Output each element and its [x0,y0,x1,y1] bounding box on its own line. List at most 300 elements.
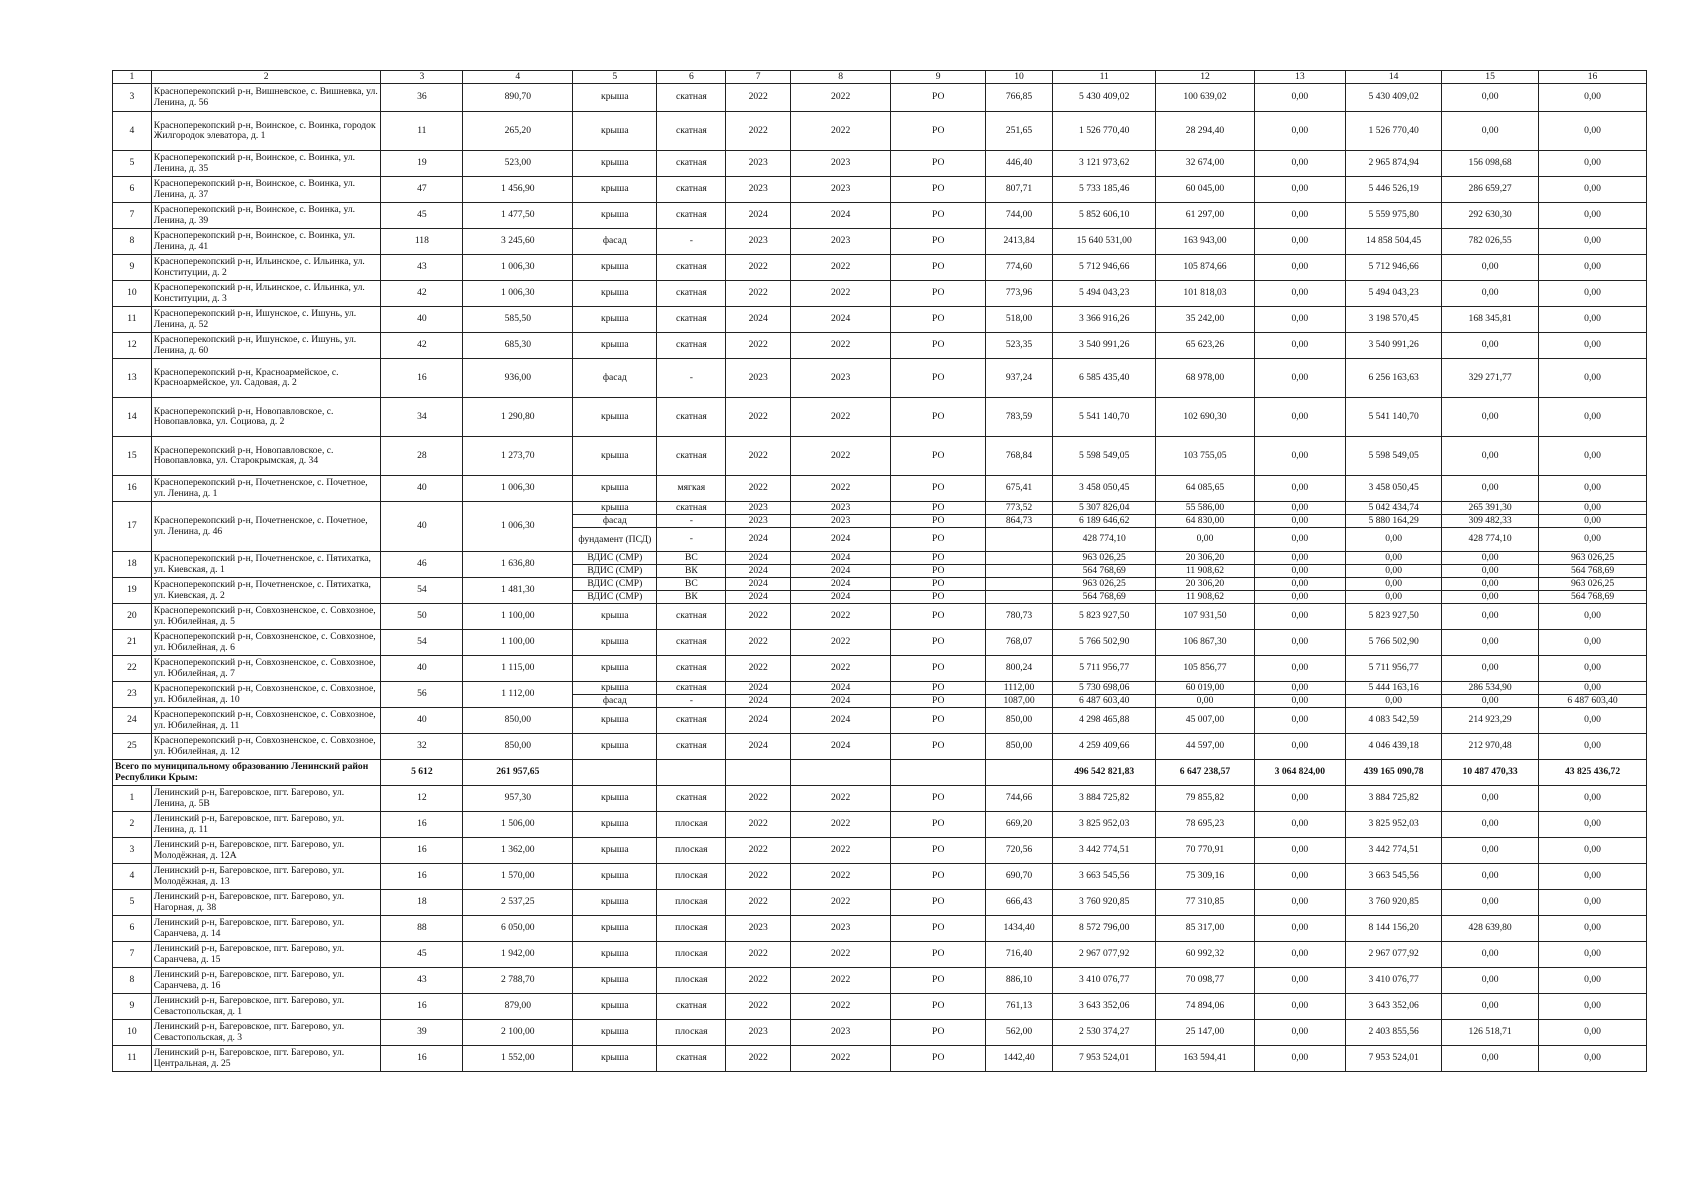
row-number-cell: 4 [113,864,152,890]
cost-b-cell: 0,00 [1254,177,1346,203]
table-row [113,255,1647,281]
area-cell: 716,40 [986,942,1053,968]
year-start-cell: 2023 [726,515,791,528]
cost-d-cell: 0,00 [1442,565,1539,578]
total-area-cell: 2 100,00 [463,1020,573,1046]
cost-a-cell: 79 855,82 [1156,786,1254,812]
roof-type-cell: плоская [657,916,726,942]
year-start-cell: 2022 [726,786,791,812]
total-cost-cell: 5 730 698,06 [1052,682,1155,695]
row-number-cell: 12 [113,333,152,359]
cost-c-cell: 0,00 [1346,578,1442,591]
area-cell: 2413,84 [986,229,1053,255]
cost-b-cell: 0,00 [1254,437,1346,476]
cost-a-cell: 60 992,32 [1156,942,1254,968]
address-cell: Красноперекопский р-н, Воинское, с. Воинка, ул. Ленина, д. 39 [151,203,381,229]
year-end-cell: 2023 [791,359,891,398]
total-cost-cell: 3 643 352,06 [1052,994,1155,1020]
funding-cell: РО [891,552,986,565]
work-type-cell: фундамент (ПСД) [573,528,657,552]
cost-c-cell: 3 540 991,26 [1346,333,1442,359]
cost-a-cell: 0,00 [1156,528,1254,552]
cost-e-cell: 0,00 [1539,528,1647,552]
total-cost-cell: 3 121 973,62 [1052,151,1155,177]
cost-b-cell: 0,00 [1254,203,1346,229]
cost-c-cell: 6 256 163,63 [1346,359,1442,398]
work-type-cell: крыша [573,786,657,812]
roof-type-cell: скатная [657,994,726,1020]
cost-b-cell: 0,00 [1254,695,1346,708]
address-cell: Красноперекопский р-н, Ишунское, с. Ишунь, ул. Ленина, д. 60 [151,333,381,359]
header-cell: 10 [986,71,1053,84]
total-cost-cell: 4 259 409,66 [1052,734,1155,760]
cost-e-cell: 0,00 [1539,151,1647,177]
funding-cell: РО [891,994,986,1020]
apartment-count-cell: 16 [381,359,463,398]
total-area-cell: 6 050,00 [463,916,573,942]
row-number-cell: 20 [113,604,152,630]
cost-c-cell: 3 825 952,03 [1346,812,1442,838]
total-area-cell: 1 942,00 [463,942,573,968]
cost-b-cell: 0,00 [1254,359,1346,398]
area-cell: 768,07 [986,630,1053,656]
cost-d-cell: 0,00 [1442,604,1539,630]
year-end-cell: 2024 [791,578,891,591]
area-cell: 720,56 [986,838,1053,864]
table-body [113,71,1647,1072]
table-row [113,786,1647,812]
row-number-cell: 11 [113,307,152,333]
cost-b-cell: 0,00 [1254,151,1346,177]
work-type-cell: крыша [573,1020,657,1046]
total-area-cell: 1 100,00 [463,604,573,630]
table-row [113,1046,1647,1072]
roof-type-cell: - [657,528,726,552]
header-cell: 6 [657,71,726,84]
year-start-cell: 2023 [726,916,791,942]
total-row [113,760,1647,786]
apartment-count-cell: 54 [381,630,463,656]
year-end-cell [791,760,891,786]
roof-type-cell: - [657,515,726,528]
funding-cell: РО [891,84,986,112]
apartment-count-cell: 45 [381,942,463,968]
cost-d-cell: 0,00 [1442,255,1539,281]
roof-type-cell: скатная [657,112,726,151]
work-type-cell: крыша [573,942,657,968]
total-area-cell: 261 957,65 [463,760,573,786]
cost-d-cell: 0,00 [1442,84,1539,112]
year-start-cell: 2022 [726,1046,791,1072]
row-number-cell: 19 [113,578,152,604]
year-start-cell: 2022 [726,890,791,916]
table-row [113,112,1647,151]
year-end-cell: 2024 [791,695,891,708]
cost-a-cell: 68 978,00 [1156,359,1254,398]
apartment-count-cell: 5 612 [381,760,463,786]
total-area-cell: 957,30 [463,786,573,812]
work-type-cell: ВДИС (СМР) [573,552,657,565]
work-type-cell: крыша [573,838,657,864]
cost-a-cell: 20 306,20 [1156,578,1254,591]
total-area-cell: 1 570,00 [463,864,573,890]
total-cost-cell: 3 884 725,82 [1052,786,1155,812]
total-cost-cell: 5 307 826,04 [1052,502,1155,515]
year-start-cell: 2022 [726,281,791,307]
funding-cell: РО [891,112,986,151]
cost-a-cell: 64 830,00 [1156,515,1254,528]
roof-type-cell: скатная [657,604,726,630]
repair-schedule-table [112,70,1647,1072]
address-cell: Ленинский р-н, Багеровское, пгт. Багерово, ул. Нагорная, д. 38 [151,890,381,916]
year-start-cell: 2022 [726,994,791,1020]
row-number-cell: 18 [113,552,152,578]
funding-cell: РО [891,437,986,476]
year-end-cell: 2023 [791,151,891,177]
year-end-cell: 2022 [791,942,891,968]
cost-c-cell: 3 643 352,06 [1346,994,1442,1020]
total-area-cell: 1 100,00 [463,630,573,656]
cost-b-cell: 0,00 [1254,398,1346,437]
year-start-cell: 2022 [726,630,791,656]
row-number-cell: 10 [113,281,152,307]
cost-c-cell: 4 083 542,59 [1346,708,1442,734]
row-number-cell: 7 [113,942,152,968]
area-cell: 251,65 [986,112,1053,151]
total-area-cell: 1 481,30 [463,578,573,604]
roof-type-cell: плоская [657,812,726,838]
roof-type-cell: скатная [657,84,726,112]
cost-a-cell: 65 623,26 [1156,333,1254,359]
cost-e-cell: 6 487 603,40 [1539,695,1647,708]
cost-e-cell: 0,00 [1539,994,1647,1020]
funding-cell: РО [891,565,986,578]
year-end-cell: 2023 [791,502,891,515]
cost-c-cell: 4 046 439,18 [1346,734,1442,760]
work-type-cell: крыша [573,812,657,838]
cost-d-cell: 0,00 [1442,630,1539,656]
cost-a-cell: 101 818,03 [1156,281,1254,307]
roof-type-cell [657,760,726,786]
total-area-cell: 685,30 [463,333,573,359]
cost-c-cell: 439 165 090,78 [1346,760,1442,786]
header-cell: 1 [113,71,152,84]
header-cell: 13 [1254,71,1346,84]
work-type-cell: ВДИС (СМР) [573,578,657,591]
cost-a-cell: 102 690,30 [1156,398,1254,437]
funding-cell: РО [891,864,986,890]
work-type-cell: крыша [573,437,657,476]
cost-a-cell: 106 867,30 [1156,630,1254,656]
table-row [113,708,1647,734]
total-cost-cell: 8 572 796,00 [1052,916,1155,942]
work-type-cell: фасад [573,229,657,255]
address-cell: Красноперекопский р-н, Вишневское, с. Вишневка, ул. Ленина, д. 56 [151,84,381,112]
cost-d-cell: 0,00 [1442,398,1539,437]
funding-cell: РО [891,916,986,942]
table-row [113,84,1647,112]
apartment-count-cell: 47 [381,177,463,203]
total-area-cell: 1 636,80 [463,552,573,578]
address-cell: Красноперекопский р-н, Новопавловское, с. Новопавловка, ул. Социова, д. 2 [151,398,381,437]
funding-cell: РО [891,630,986,656]
address-cell: Ленинский р-н, Багеровское, пгт. Багерово, ул. Молодёжная, д. 12А [151,838,381,864]
year-end-cell: 2022 [791,656,891,682]
cost-e-cell: 0,00 [1539,942,1647,968]
total-area-cell: 1 006,30 [463,502,573,552]
cost-a-cell: 60 045,00 [1156,177,1254,203]
apartment-count-cell: 32 [381,734,463,760]
row-number-cell: 17 [113,502,152,552]
roof-type-cell: скатная [657,281,726,307]
apartment-count-cell: 43 [381,255,463,281]
year-end-cell: 2023 [791,916,891,942]
cost-b-cell: 0,00 [1254,734,1346,760]
header-cell: 2 [151,71,381,84]
total-cost-cell: 2 530 374,27 [1052,1020,1155,1046]
total-area-cell: 585,50 [463,307,573,333]
total-cost-cell: 3 458 050,45 [1052,476,1155,502]
work-type-cell: крыша [573,398,657,437]
work-type-cell: крыша [573,307,657,333]
cost-a-cell: 61 297,00 [1156,203,1254,229]
cost-c-cell: 0,00 [1346,695,1442,708]
year-start-cell: 2022 [726,476,791,502]
row-number-cell: 23 [113,682,152,708]
total-cost-cell: 564 768,69 [1052,591,1155,604]
apartment-count-cell: 16 [381,838,463,864]
cost-d-cell: 0,00 [1442,695,1539,708]
funding-cell: РО [891,656,986,682]
year-start-cell: 2024 [726,203,791,229]
total-cost-cell: 3 410 076,77 [1052,968,1155,994]
table-row [113,890,1647,916]
work-type-cell: крыша [573,84,657,112]
year-end-cell: 2022 [791,281,891,307]
address-cell: Ленинский р-н, Багеровское, пгт. Багерово, ул. Молодёжная, д. 13 [151,864,381,890]
row-number-cell: 3 [113,838,152,864]
work-type-cell: крыша [573,864,657,890]
address-cell: Красноперекопский р-н, Совхозненское, с. Совхозное, ул. Юбилейная, д. 7 [151,656,381,682]
cost-d-cell: 168 345,81 [1442,307,1539,333]
cost-c-cell: 5 541 140,70 [1346,398,1442,437]
work-type-cell: крыша [573,916,657,942]
apartment-count-cell: 18 [381,890,463,916]
cost-c-cell: 2 967 077,92 [1346,942,1442,968]
year-end-cell: 2022 [791,604,891,630]
column-number-row [113,71,1647,84]
cost-c-cell: 2 965 874,94 [1346,151,1442,177]
area-cell [986,591,1053,604]
table-row [113,229,1647,255]
table-row [113,437,1647,476]
year-end-cell: 2024 [791,708,891,734]
cost-c-cell: 7 953 524,01 [1346,1046,1442,1072]
header-cell: 16 [1539,71,1647,84]
total-cost-cell: 5 541 140,70 [1052,398,1155,437]
row-number-cell: 5 [113,890,152,916]
roof-type-cell: плоская [657,968,726,994]
row-number-cell: 15 [113,437,152,476]
area-cell: 669,20 [986,812,1053,838]
roof-type-cell: скатная [657,437,726,476]
total-area-cell: 1 477,50 [463,203,573,229]
address-cell: Ленинский р-н, Багеровское, пгт. Багерово, ул. Саранчева, д. 15 [151,942,381,968]
row-number-cell: 21 [113,630,152,656]
cost-e-cell: 0,00 [1539,812,1647,838]
year-start-cell: 2022 [726,656,791,682]
header-cell: 11 [1052,71,1155,84]
area-cell [986,578,1053,591]
cost-c-cell: 8 144 156,20 [1346,916,1442,942]
work-type-cell: крыша [573,890,657,916]
cost-a-cell: 107 931,50 [1156,604,1254,630]
address-cell: Красноперекопский р-н, Воинское, с. Воинка, ул. Ленина, д. 37 [151,177,381,203]
cost-d-cell: 0,00 [1442,591,1539,604]
year-start-cell: 2023 [726,229,791,255]
table-row [113,838,1647,864]
cost-a-cell: 55 586,00 [1156,502,1254,515]
cost-d-cell: 286 534,90 [1442,682,1539,695]
total-area-cell: 1 456,90 [463,177,573,203]
cost-a-cell: 44 597,00 [1156,734,1254,760]
address-cell: Ленинский р-н, Багеровское, пгт. Багерово, ул. Центральная, д. 25 [151,1046,381,1072]
cost-d-cell: 0,00 [1442,112,1539,151]
roof-type-cell: плоская [657,1020,726,1046]
area-cell: 1087,00 [986,695,1053,708]
cost-b-cell: 0,00 [1254,968,1346,994]
cost-a-cell: 6 647 238,57 [1156,760,1254,786]
area-cell: 761,13 [986,994,1053,1020]
cost-b-cell: 0,00 [1254,552,1346,565]
year-end-cell: 2022 [791,890,891,916]
row-number-cell: 2 [113,812,152,838]
funding-cell: РО [891,203,986,229]
cost-c-cell: 5 598 549,05 [1346,437,1442,476]
funding-cell: РО [891,151,986,177]
row-number-cell: 9 [113,994,152,1020]
roof-type-cell: - [657,695,726,708]
year-start-cell: 2024 [726,307,791,333]
year-start-cell: 2022 [726,864,791,890]
cost-a-cell: 100 639,02 [1156,84,1254,112]
total-cost-cell: 3 366 916,26 [1052,307,1155,333]
total-cost-cell: 5 823 927,50 [1052,604,1155,630]
cost-d-cell: 156 098,68 [1442,151,1539,177]
roof-type-cell: скатная [657,502,726,515]
cost-a-cell: 0,00 [1156,695,1254,708]
year-end-cell: 2022 [791,994,891,1020]
cost-e-cell: 0,00 [1539,229,1647,255]
roof-type-cell: - [657,229,726,255]
total-area-cell: 1 362,00 [463,838,573,864]
cost-b-cell: 0,00 [1254,307,1346,333]
year-end-cell: 2022 [791,333,891,359]
cost-d-cell: 0,00 [1442,968,1539,994]
total-cost-cell: 428 774,10 [1052,528,1155,552]
cost-d-cell: 214 923,29 [1442,708,1539,734]
cost-d-cell: 329 271,77 [1442,359,1539,398]
work-type-cell: крыша [573,1046,657,1072]
area-cell: 690,70 [986,864,1053,890]
roof-type-cell: ВК [657,591,726,604]
address-cell: Красноперекопский р-н, Почетненское, с. Пятихатка, ул. Киевская, д. 2 [151,578,381,604]
apartment-count-cell: 54 [381,578,463,604]
year-start-cell: 2022 [726,112,791,151]
table-row [113,476,1647,502]
year-start-cell: 2024 [726,682,791,695]
apartment-count-cell: 56 [381,682,463,708]
cost-e-cell: 0,00 [1539,656,1647,682]
cost-b-cell: 0,00 [1254,528,1346,552]
roof-type-cell: скатная [657,1046,726,1072]
cost-a-cell: 25 147,00 [1156,1020,1254,1046]
roof-type-cell: плоская [657,942,726,968]
table-row [113,682,1647,695]
row-number-cell: 22 [113,656,152,682]
cost-a-cell: 78 695,23 [1156,812,1254,838]
cost-d-cell: 0,00 [1442,812,1539,838]
total-area-cell: 879,00 [463,994,573,1020]
apartment-count-cell: 88 [381,916,463,942]
area-cell: 1442,40 [986,1046,1053,1072]
roof-type-cell: ВС [657,578,726,591]
total-area-cell: 2 537,25 [463,890,573,916]
total-cost-cell: 3 442 774,51 [1052,838,1155,864]
row-number-cell: 8 [113,229,152,255]
table-row [113,398,1647,437]
total-area-cell: 850,00 [463,708,573,734]
cost-e-cell: 0,00 [1539,177,1647,203]
row-number-cell: 24 [113,708,152,734]
cost-d-cell: 10 487 470,33 [1442,760,1539,786]
year-end-cell: 2022 [791,968,891,994]
roof-type-cell: плоская [657,890,726,916]
total-cost-cell: 6 585 435,40 [1052,359,1155,398]
work-type-cell: крыша [573,682,657,695]
year-start-cell: 2022 [726,942,791,968]
work-type-cell: крыша [573,476,657,502]
year-start-cell: 2024 [726,578,791,591]
row-number-cell: 9 [113,255,152,281]
cost-b-cell: 0,00 [1254,591,1346,604]
apartment-count-cell: 50 [381,604,463,630]
area-cell: 783,59 [986,398,1053,437]
cost-a-cell: 35 242,00 [1156,307,1254,333]
row-number-cell: 13 [113,359,152,398]
cost-d-cell: 0,00 [1442,942,1539,968]
area-cell: 1112,00 [986,682,1053,695]
year-end-cell: 2023 [791,229,891,255]
funding-cell: РО [891,281,986,307]
total-area-cell: 850,00 [463,734,573,760]
table-row [113,578,1647,591]
cost-c-cell: 5 430 409,02 [1346,84,1442,112]
area-cell [986,528,1053,552]
header-cell: 4 [463,71,573,84]
year-end-cell: 2024 [791,552,891,565]
cost-d-cell: 0,00 [1442,437,1539,476]
funding-cell: РО [891,968,986,994]
cost-e-cell: 0,00 [1539,333,1647,359]
row-number-cell: 6 [113,916,152,942]
cost-c-cell: 5 559 975,80 [1346,203,1442,229]
cost-b-cell: 0,00 [1254,281,1346,307]
apartment-count-cell: 40 [381,708,463,734]
cost-d-cell: 0,00 [1442,994,1539,1020]
row-number-cell: 14 [113,398,152,437]
cost-c-cell: 3 458 050,45 [1346,476,1442,502]
